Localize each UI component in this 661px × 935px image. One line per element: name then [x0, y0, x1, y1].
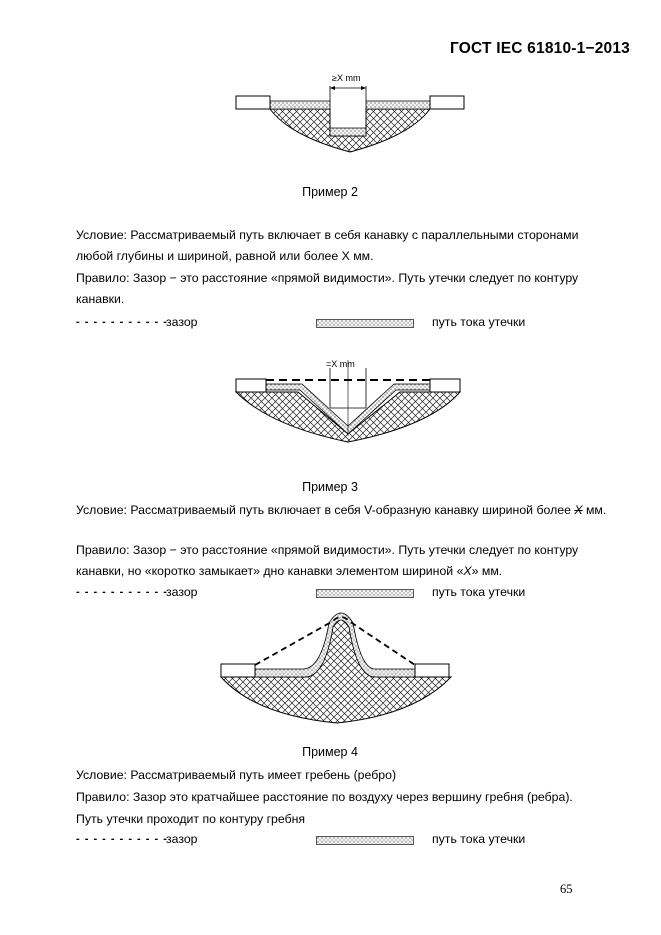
leakage-path-label: путь тока утечки [432, 585, 526, 599]
leakage-path-swatch [316, 589, 414, 598]
example-4-rule-cont: Путь утечки проходит по контуру гребня [76, 812, 306, 826]
clearance-line-sample: - - - - - - - - - - - [76, 586, 168, 598]
conductor-right [415, 664, 449, 677]
clearance-label: зазор [166, 315, 198, 329]
struck-x: X [574, 503, 583, 517]
conductor-left [236, 96, 270, 109]
leakage-path-swatch [316, 319, 414, 328]
clearance-line-sample: - - - - - - - - - - - [76, 316, 168, 328]
figure-example-2 [230, 66, 470, 156]
figure-example-3 [230, 356, 470, 446]
leakage-path-label: путь тока утечки [432, 315, 526, 329]
example-2-condition: Условие: Рассматриваемый путь включает в себя канавку с параллельными сторонами любой глубины и шириной, равной или более X мм. [76, 228, 579, 263]
example-3-caption: Пример 3 [302, 480, 358, 494]
example-3-condition: Условие: Рассматриваемый путь включает в себя V-образную канавку шириной более X мм. [76, 503, 607, 517]
clearance-line-sample: - - - - - - - - - - - [76, 833, 168, 845]
legend-example-3 [76, 585, 616, 601]
example-2-rule: Правило: Зазор − это расстояние «прямой видимости». Путь утечки следует по контуру канавки. [76, 271, 579, 306]
example-3-rule: Правило: Зазор − это расстояние «прямой видимости». Путь утечки следует по контуру канавки, но «коротко замыкает» дно канавки элементом шириной «X» мм. [76, 543, 579, 578]
legend-example-2 [76, 315, 616, 331]
example-4-rule: Правило: Зазор это кратчайшее расстояние по воздуху через вершину гребня (ребра). [76, 790, 573, 804]
page-number: 65 [560, 882, 573, 896]
conductor-right [430, 96, 464, 109]
leakage-path-swatch [316, 836, 414, 845]
document-header: ГОСТ IEC 61810-1−2013 [450, 40, 630, 57]
conductor-left [221, 664, 255, 677]
conductor-right [430, 379, 460, 392]
example-2-caption: Пример 2 [302, 185, 358, 199]
clearance-label: зазор [166, 832, 198, 846]
example-4-condition: Условие: Рассматриваемый путь имеет гребень (ребро) [76, 768, 397, 782]
dimension-label: =X mm [326, 359, 355, 369]
legend-example-4 [76, 832, 616, 848]
figure-example-4 [215, 605, 455, 730]
dimension-label: ≥X mm [332, 73, 361, 83]
leakage-path-label: путь тока утечки [432, 832, 526, 846]
conductor-left [236, 379, 266, 392]
clearance-label: зазор [166, 585, 198, 599]
example-4-caption: Пример 4 [302, 745, 358, 759]
